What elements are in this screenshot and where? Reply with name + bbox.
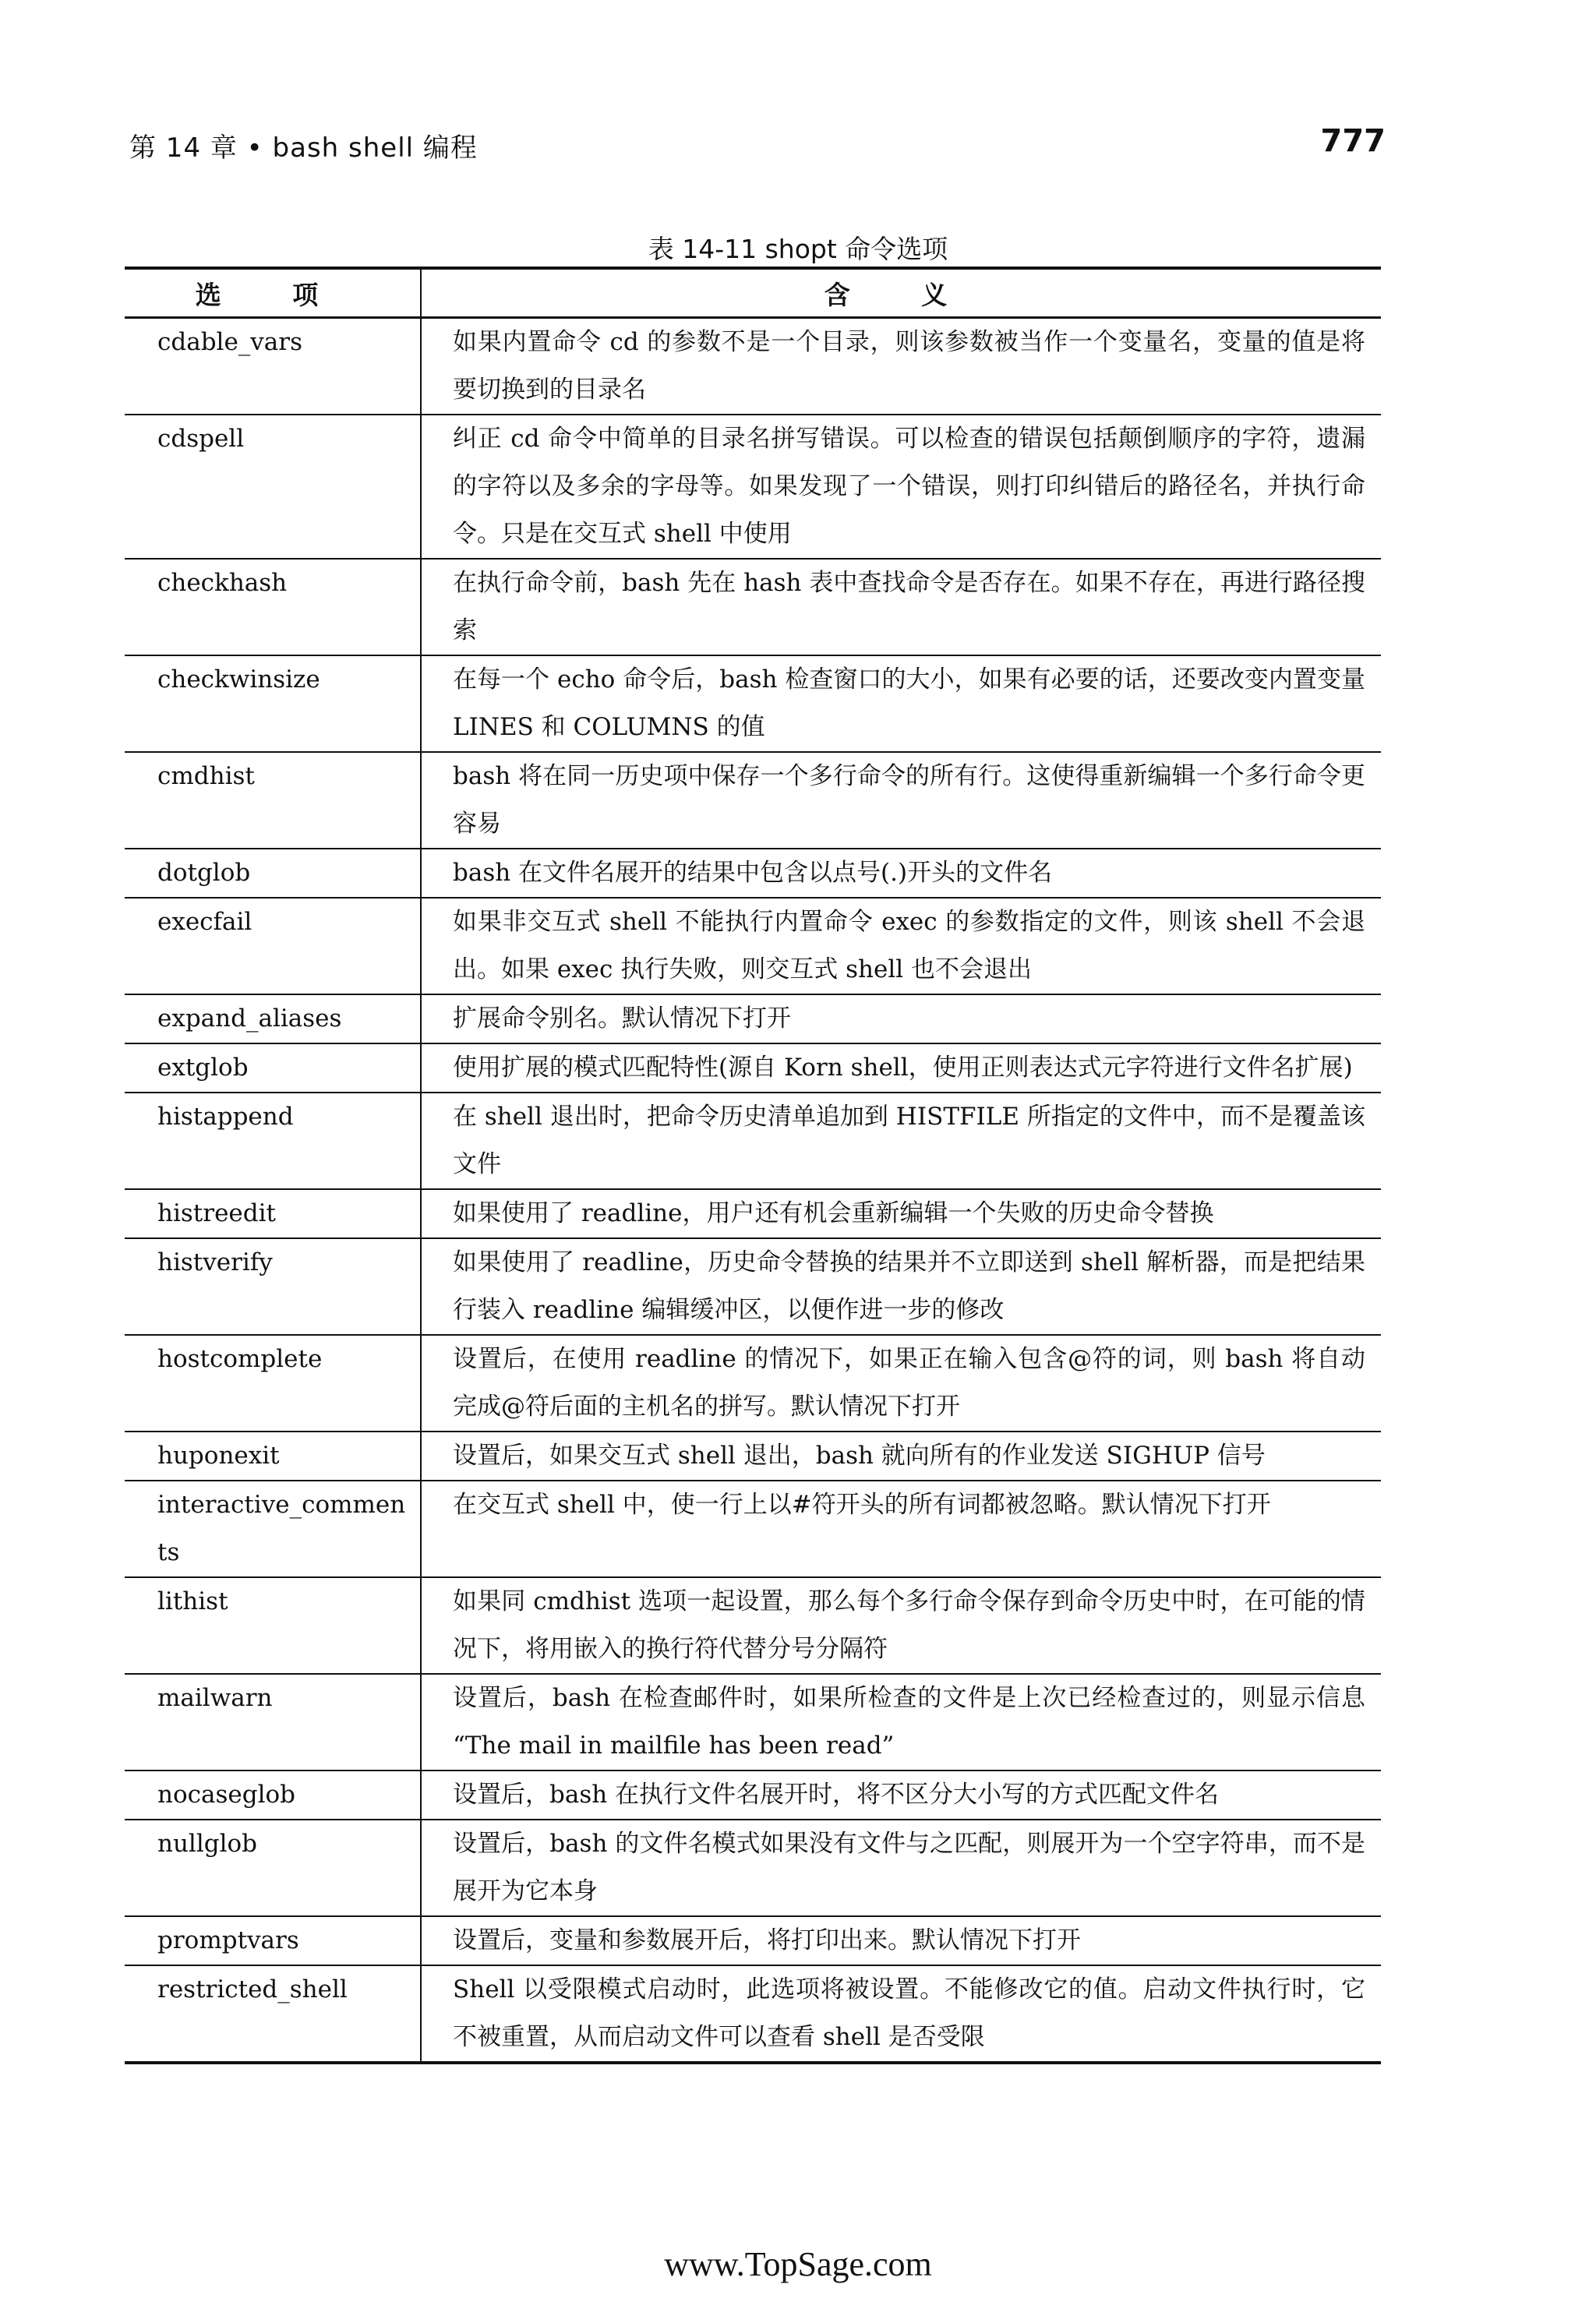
table-row <box>125 994 1381 1043</box>
option-name: lithist <box>125 1577 421 1674</box>
option-meaning: 设置后，bash 的文件名模式如果没有文件与之匹配，则展开为一个空字符串，而不是展开为它本身 <box>421 1820 1381 1916</box>
header-meaning: 含 义 <box>421 268 1381 318</box>
option-name: cdspell <box>125 415 421 559</box>
table-caption: 表 14-11 shopt 命令选项 <box>648 234 948 264</box>
option-name: dotglob <box>125 849 421 898</box>
option-meaning: 如果使用了 readline，历史命令替换的结果并不立即送到 shell 解析器，而是把结果行装入 readline 编辑缓冲区，以便作进一步的修改 <box>421 1238 1381 1335</box>
option-meaning: 设置后，bash 在检查邮件时，如果所检查的文件是上次已经检查过的，则显示信息 “The mail in mailfile has been read” <box>421 1674 1381 1771</box>
table-row <box>125 1577 1381 1674</box>
option-name: promptvars <box>125 1916 421 1965</box>
option-name: execfail <box>125 898 421 994</box>
option-meaning: bash 在文件名展开的结果中包含以点号(.)开头的文件名 <box>421 849 1381 898</box>
option-name: huponexit <box>125 1432 421 1481</box>
table-row <box>125 1771 1381 1820</box>
table-row <box>125 1043 1381 1093</box>
option-meaning: Shell 以受限模式启动时，此选项将被设置。不能修改它的值。启动文件执行时，它不被重置，从而启动文件可以查看 shell 是否受限 <box>421 1965 1381 2063</box>
option-name: nullglob <box>125 1820 421 1916</box>
page-number: 777 <box>1320 123 1386 159</box>
table-row <box>125 1965 1381 2063</box>
option-name: histverify <box>125 1238 421 1335</box>
option-meaning: 在执行命令前，bash 先在 hash 表中查找命令是否存在。如果不存在，再进行路径搜索 <box>421 559 1381 655</box>
table-row <box>125 1481 1381 1577</box>
option-name: expand_aliases <box>125 994 421 1043</box>
header-option: 选 项 <box>125 268 421 318</box>
option-meaning: 在交互式 shell 中，使一行上以#符开头的所有词都被忽略。默认情况下打开 <box>421 1481 1381 1577</box>
option-name: cmdhist <box>125 752 421 849</box>
footer-url: www.TopSage.com <box>664 2245 932 2283</box>
option-name: cdable_vars <box>125 318 421 415</box>
table-row <box>125 559 1381 655</box>
option-meaning: 如果内置命令 cd 的参数不是一个目录，则该参数被当作一个变量名，变量的值是将要切换到的目录名 <box>421 318 1381 415</box>
option-meaning: 设置后，变量和参数展开后，将打印出来。默认情况下打开 <box>421 1916 1381 1965</box>
option-meaning: 在 shell 退出时，把命令历史清单追加到 HISTFILE 所指定的文件中，而不是覆盖该文件 <box>421 1093 1381 1189</box>
table-row <box>125 898 1381 994</box>
table-row <box>125 1916 1381 1965</box>
option-name: hostcomplete <box>125 1335 421 1432</box>
option-name: restricted_shell <box>125 1965 421 2063</box>
table-body <box>125 318 1381 2064</box>
option-name: mailwarn <box>125 1674 421 1771</box>
option-meaning: 设置后，在使用 readline 的情况下，如果正在输入包含@符的词，则 bash 将自动完成@符后面的主机名的拼写。默认情况下打开 <box>421 1335 1381 1432</box>
running-header <box>129 123 1386 170</box>
option-meaning: 在每一个 echo 命令后，bash 检查窗口的大小，如果有必要的话，还要改变内置变量 LINES 和 COLUMNS 的值 <box>421 655 1381 752</box>
option-name: histappend <box>125 1093 421 1189</box>
option-name: checkhash <box>125 559 421 655</box>
table-row <box>125 1093 1381 1189</box>
table-row <box>125 1674 1381 1771</box>
option-name: nocaseglob <box>125 1771 421 1820</box>
option-meaning: 扩展命令别名。默认情况下打开 <box>421 994 1381 1043</box>
shopt-options-table <box>125 267 1381 2064</box>
table-row <box>125 655 1381 752</box>
option-meaning: 如果非交互式 shell 不能执行内置命令 exec 的参数指定的文件，则该 shell 不会退出。如果 exec 执行失败，则交互式 shell 也不会退出 <box>421 898 1381 994</box>
option-name: extglob <box>125 1043 421 1093</box>
chapter-title: 第 14 章 • bash shell 编程 <box>129 132 478 164</box>
table-row <box>125 415 1381 559</box>
table-row <box>125 1820 1381 1916</box>
option-meaning: 纠正 cd 命令中简单的目录名拼写错误。可以检查的错误包括颠倒顺序的字符，遗漏的字符以及多余的字母等。如果发现了一个错误，则打印纠错后的路径名，并执行命令。只是在交互式 shell 中使用 <box>421 415 1381 559</box>
table-row <box>125 318 1381 415</box>
option-meaning: 设置后，bash 在执行文件名展开时，将不区分大小写的方式匹配文件名 <box>421 1771 1381 1820</box>
table-row <box>125 1335 1381 1432</box>
option-name: histreedit <box>125 1189 421 1238</box>
option-meaning: 使用扩展的模式匹配特性(源自 Korn shell，使用正则表达式元字符进行文件名扩展) <box>421 1043 1381 1093</box>
table-row <box>125 849 1381 898</box>
option-name: interactive_comments <box>125 1481 421 1577</box>
option-meaning: 如果使用了 readline，用户还有机会重新编辑一个失败的历史命令替换 <box>421 1189 1381 1238</box>
option-name: checkwinsize <box>125 655 421 752</box>
table-header-row <box>125 268 1381 318</box>
table-row <box>125 752 1381 849</box>
option-meaning: bash 将在同一历史项中保存一个多行命令的所有行。这使得重新编辑一个多行命令更容易 <box>421 752 1381 849</box>
option-meaning: 如果同 cmdhist 选项一起设置，那么每个多行命令保存到命令历史中时，在可能的情况下，将用嵌入的换行符代替分号分隔符 <box>421 1577 1381 1674</box>
table-row <box>125 1432 1381 1481</box>
table-row <box>125 1238 1381 1335</box>
table-row <box>125 1189 1381 1238</box>
option-meaning: 设置后，如果交互式 shell 退出，bash 就向所有的作业发送 SIGHUP 信号 <box>421 1432 1381 1481</box>
